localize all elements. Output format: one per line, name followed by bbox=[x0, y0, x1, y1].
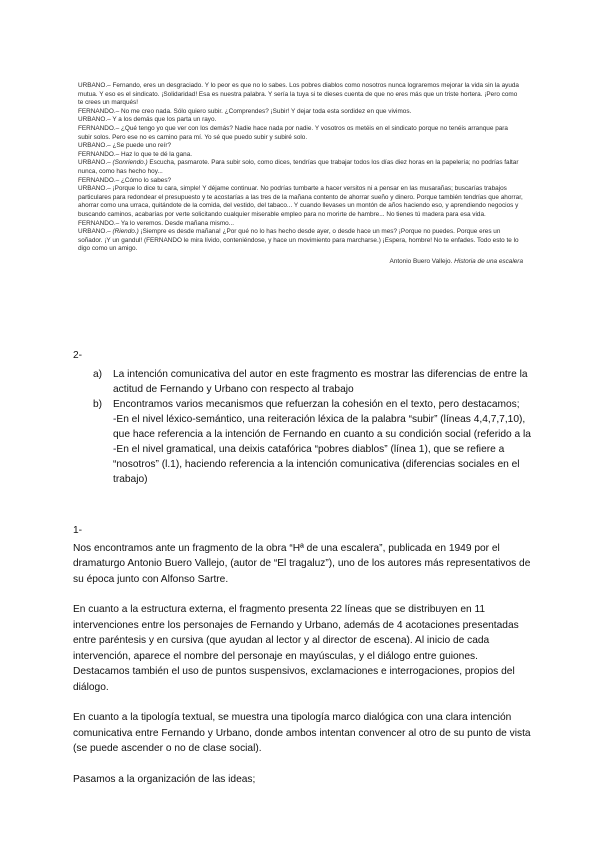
dialogue-line bbox=[78, 82, 523, 108]
citation-author: Antonio Buero Vallejo. bbox=[389, 257, 453, 265]
speaker-name: URBANO.– bbox=[78, 159, 111, 167]
dialogue-line bbox=[78, 151, 523, 160]
dialogue-line bbox=[78, 142, 523, 151]
dialogue-text: ¿Cómo lo sabes? bbox=[120, 176, 172, 184]
dialogue-text: Fernando, eres un desgraciado. Y lo peor es que no lo sabes. Los pobres diablos como nosotros nunca lograremos mejorar la vida sin la ayuda mutua. Y eso es el sindicato. ¡Solidaridad! Esa es nuestra palabra. Y sería la tuya si te dieses cuenta de que no eres más que un triste hortera. ¡Pero como te crees un marqués! bbox=[78, 82, 519, 107]
dialogue-text: ¿Se puede uno reír? bbox=[112, 142, 172, 150]
list-item-label: b) bbox=[93, 399, 103, 410]
dialogue-line bbox=[78, 228, 523, 254]
dialogue-text: Haz lo que te dé la gana. bbox=[120, 150, 193, 158]
speaker-name: URBANO.– bbox=[78, 185, 111, 193]
stage-direction: (Sonriendo.) bbox=[112, 159, 148, 167]
dialogue-text: No me creo nada. Sólo quiero subir. ¿Comprendes? ¡Subir! Y dejar toda esta sordidez en que vivimos. bbox=[120, 107, 412, 115]
citation bbox=[78, 258, 523, 267]
dialogue-line bbox=[78, 220, 523, 229]
speaker-name: FERNANDO.– bbox=[78, 176, 120, 184]
dialogue-line bbox=[78, 116, 523, 125]
dialogue-line bbox=[78, 185, 523, 219]
play-excerpt bbox=[78, 82, 523, 266]
speaker-name: FERNANDO.– bbox=[78, 124, 120, 132]
dialogue-line bbox=[78, 159, 523, 176]
dialogue-text: Escucha, pasmarote. Para subir solo, como dices, tendrías que trabajar todos los días diez horas en la papelería; no podrías faltar nunca, como has hecho hoy... bbox=[78, 159, 519, 175]
list-item-paragraph: -En el nivel gramatical, una deixis catafórica “pobres diablos” (línea 1), que se refiere a “nosotros” (l.1), haciendo referencia a la intención comunicativa (diferencias sociales en el trabajo) bbox=[113, 444, 520, 485]
list-item-paragraph: -En el nivel léxico-semántico, una reiteración léxica de la palabra “subir” (líneas 4,4,7,7,10), que hace referencia a la intención de Fernando en cuanto a su condición social (referido a la bbox=[113, 414, 531, 440]
section-2-items bbox=[73, 367, 533, 487]
speaker-name: URBANO.– bbox=[78, 228, 111, 236]
list-item-paragraph: Encontramos varios mecanismos que refuerzan la cohesión en el texto, pero destacamos; bbox=[113, 399, 520, 410]
speaker-name: FERNANDO.– bbox=[78, 150, 120, 158]
citation-work: Historia de una escalera bbox=[454, 257, 523, 265]
speaker-name: URBANO.– bbox=[78, 142, 111, 150]
dialogue-text: ¡Siempre es desde mañana! ¿Por qué no lo has hecho desde ayer, o desde hace un mes? ¡Porque no puedes. Porque eres un soñador. ¡Y un gandul! (FERNANDO le mira lívido, conteniéndose, y hace un movimiento para marcharse.) ¡Espera, hombre! No te enfades. Todo esto te lo digo como un amigo. bbox=[78, 228, 519, 253]
dialogue-text: ¿Qué tengo yo que ver con los demás? Nadie hace nada por nadie. Y vosotros os metéis en el sindicato porque no tenéis arranque para subir solos. Pero ese no es camino para mí. Yo sé que puedo subir y subiré solo. bbox=[78, 124, 508, 141]
dialogue-text: Ya lo veremos. Desde mañana mismo... bbox=[120, 219, 235, 227]
section-2-number: 2- bbox=[73, 350, 83, 361]
list-item-text bbox=[113, 397, 533, 487]
speaker-name: URBANO.– bbox=[78, 82, 111, 89]
list-item bbox=[73, 397, 533, 487]
stage-direction: (Riendo.) bbox=[112, 228, 139, 236]
paragraph: Nos encontramos ante un fragmento de la obra “Hª de una escalera”, publicada en 1949 por el dramaturgo Antonio Buero Vallejo, (autor de “El tragaluz”), uno de los autores más representativos de su época junto con Alfonso Sartre. bbox=[73, 542, 531, 585]
paragraph: En cuanto a la estructura externa, el fragmento presenta 22 líneas que se distribuyen en 11 intervenciones entre los personajes de Fernando y Urbano, además de 4 acotaciones presentadas entre paréntesis y en cursiva (que ayudan al lector y al director de escena). Al inicio de cada intervención, aparece el nombre del personaje en mayúsculas, y el diálogo entre guiones. Destacamos también el uso de puntos suspensivos, exclamaciones e interrogaciones, propios del diálogo. bbox=[73, 604, 519, 693]
paragraph: En cuanto a la tipología textual, se muestra una tipología marco dialógica con una clara intención comunicativa entre Fernando y Urbano, donde ambos intentan convencer al otro de su punto de vista (se puede ascender o no de clase social). bbox=[73, 712, 531, 754]
list-item bbox=[73, 367, 533, 397]
section-2 bbox=[73, 348, 533, 487]
list-item-paragraph: La intención comunicativa del autor en este fragmento es mostrar las diferencias de entre la actitud de Fernando y Urbano con respecto al trabajo bbox=[113, 369, 528, 395]
dialogue-text: ¡Porque lo dice tu cara, simple! Y déjame continuar. No podrías tumbarte a hacer versitos ni a pensar en las musarañas; buscarías trabajos particulares para redondear el presupuesto y te acostarías a las tres de la mañana contento de ahorrar sueño y dinero. Porque también tendrías que ahorrar, ahorrar como una urraca, quitándote de la comida, del vestido, del tabaco... Y cuando llevases un montón de años haciendo eso, y aprendiendo negocios y buscando caminos, acabarías por verte solicitando cualquier miserable empleo para no morirte de hambre... No tienes tú madera para esa vida. bbox=[78, 185, 523, 218]
section-1 bbox=[73, 523, 535, 802]
dialogue-text: Y a los demás que los parta un rayo. bbox=[112, 116, 217, 124]
dialogue-line bbox=[78, 177, 523, 186]
speaker-name: URBANO.– bbox=[78, 116, 111, 124]
speaker-name: FERNANDO.– bbox=[78, 219, 120, 227]
list-item-label: a) bbox=[93, 369, 103, 380]
speaker-name: FERNANDO.– bbox=[78, 107, 120, 115]
dialogue-line bbox=[78, 108, 523, 117]
section-1-number: 1- bbox=[73, 525, 83, 536]
dialogue-line bbox=[78, 125, 523, 142]
section-1-paragraphs bbox=[73, 541, 535, 788]
list-item-text bbox=[113, 367, 533, 397]
paragraph: Pasamos a la organización de las ideas; bbox=[73, 773, 256, 785]
